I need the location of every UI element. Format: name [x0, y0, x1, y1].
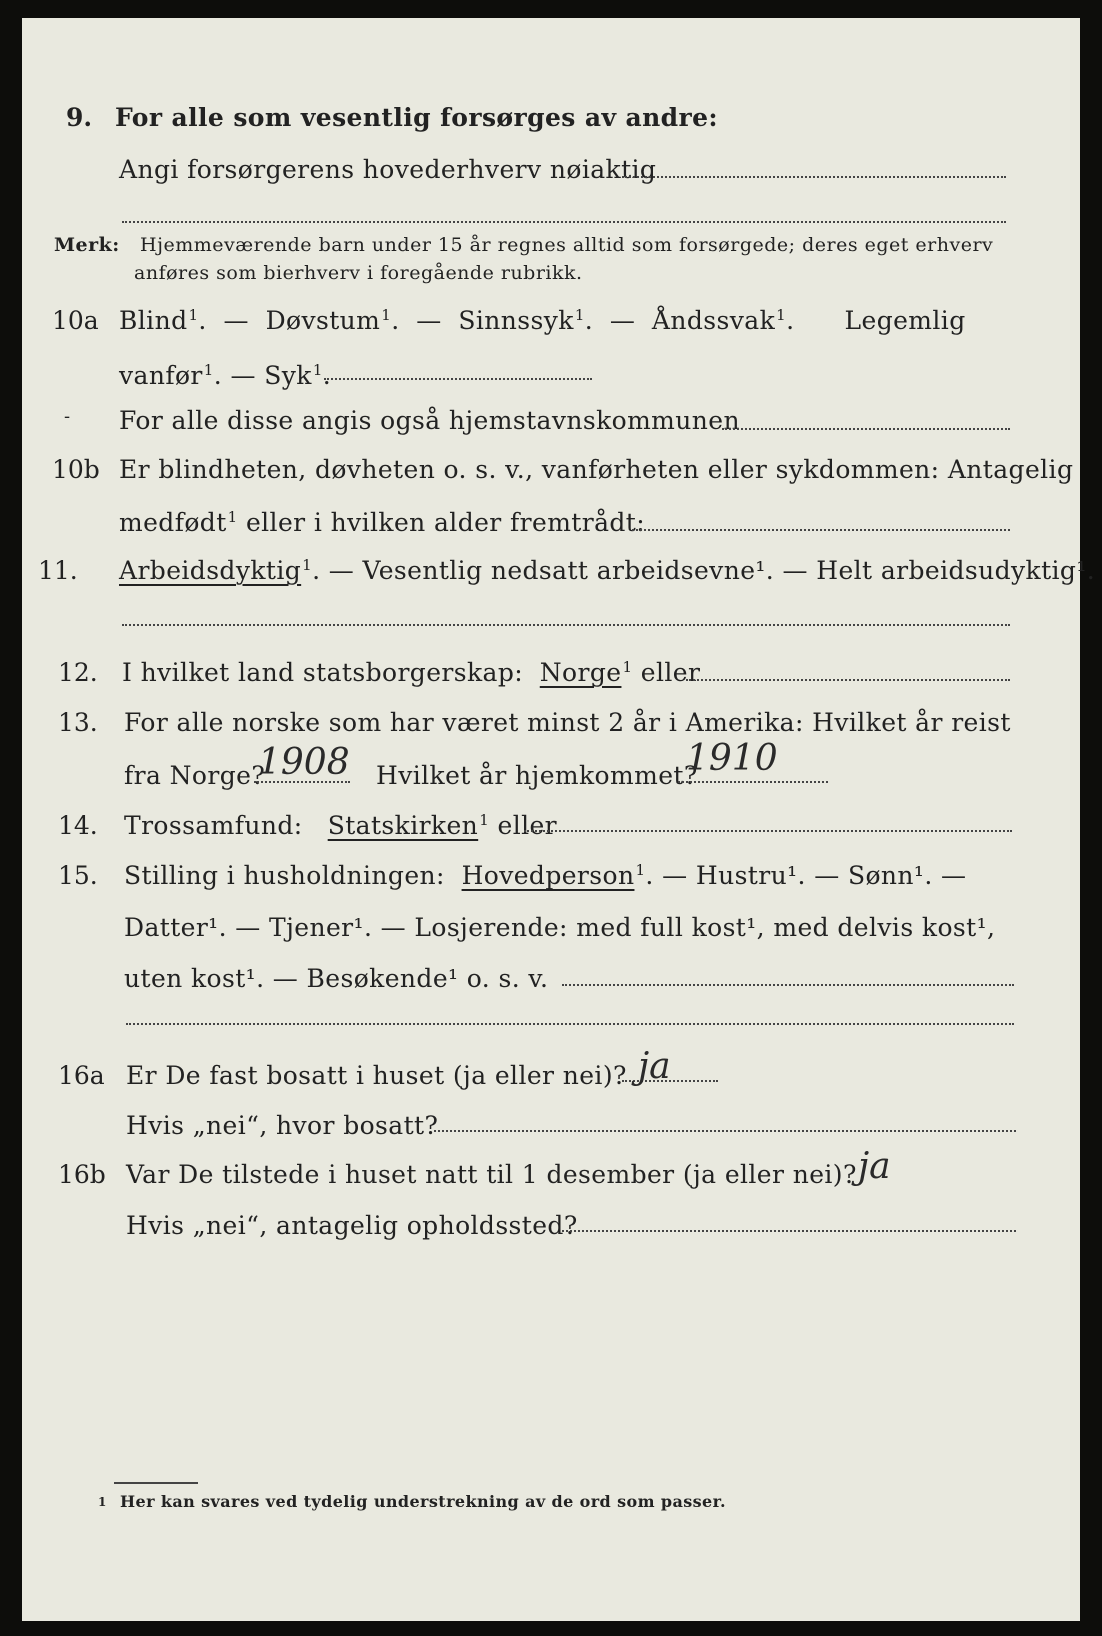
- q10a-number: 10a: [52, 306, 99, 335]
- q13-number: 13.: [58, 708, 98, 737]
- q10a-line3: For alle disse angis også hjemstavnskommunen: [119, 406, 740, 435]
- q12-text: I hvilket land statsborgerskap:: [122, 658, 524, 687]
- option-arbeidsdyktig: Arbeidsdyktig: [119, 556, 302, 585]
- q13-year-back-line: [678, 781, 828, 783]
- option-norge: Norge: [539, 658, 622, 687]
- merk-label: Merk:: [54, 234, 120, 256]
- merk-line1: Hjemmeværende barn under 15 år regnes alltid som forsørgede; deres eget erhverv: [140, 234, 994, 256]
- q11-answer-line: [122, 624, 1010, 626]
- q13-line1: For alle norske som har været minst 2 år i Amerika: Hvilket år reist: [124, 708, 1011, 737]
- q16a-bosatt-line: [434, 1130, 1016, 1132]
- q13-hjem: Hvilket år hjemkommet?: [376, 761, 698, 790]
- handwritten-answer-16b: ja: [858, 1146, 891, 1187]
- q15-line2: Datter¹. — Tjener¹. — Losjerende: med full kost¹, med delvis kost¹,: [124, 913, 996, 942]
- q14-line: Trossamfund: Statskirken$^1$ eller: [124, 811, 558, 840]
- q15-lead: Stilling i husholdningen:: [124, 861, 445, 890]
- handwritten-year-back: 1910: [686, 738, 778, 779]
- q9-line1: For alle som vesentlig forsørges av andre:: [115, 103, 719, 132]
- q16a-line2: Hvis „nei“, hvor bosatt?: [126, 1111, 439, 1140]
- q16a-line1: Er De fast bosatt i huset (ja eller nei)?: [126, 1061, 627, 1090]
- option-syk: Syk: [264, 361, 312, 390]
- q11-line: Arbeidsdyktig$^1$. — Vesentlig nedsatt arbeidsevne¹. — Helt arbeidsudyktig¹.: [119, 556, 1096, 585]
- handwritten-answer-16a: ja: [638, 1046, 671, 1087]
- q16b-line1: Var De tilstede i huset natt til 1 desember (ja eller nei)?: [126, 1160, 857, 1189]
- option-dovstum: Døvstum: [265, 306, 381, 335]
- q10a-answer-line: [324, 378, 592, 380]
- q15-line1: Stilling i husholdningen: Hovedperson$^1$. — Hustru¹. — Sønn¹. —: [124, 861, 967, 890]
- q9-line2: Angi forsørgerens hovederhverv nøiaktig: [119, 155, 657, 184]
- option-sinnssyk: Sinnssyk: [458, 306, 574, 335]
- q16b-number: 16b: [58, 1160, 106, 1189]
- q10a-line1: Blind$^1$. — Døvstum$^1$. — Sinnssyk$^1$. — Åndssvak$^1$. Legemlig: [119, 306, 966, 335]
- q10b-line2: medfødt$^1$ eller i hvilken alder fremtrådt:: [119, 508, 646, 537]
- footnote-text: Her kan svares ved tydelig understrekning av de ord som passer.: [120, 1492, 726, 1511]
- option-blind: Blind: [119, 306, 188, 335]
- q15-rest1: . — Hustru¹. — Sønn¹. —: [645, 861, 967, 890]
- q10a-line2: vanfør$^1$. — Syk$^1$.: [119, 361, 332, 390]
- q9-answer-line-2: [122, 221, 1006, 223]
- census-form-page: [22, 18, 1096, 1621]
- q10a-bullet: -: [64, 406, 71, 427]
- q14-number: 14.: [58, 811, 98, 840]
- option-hovedperson: Hovedperson: [461, 861, 635, 890]
- q11-number: 11.: [38, 556, 78, 585]
- q14-text: Trossamfund:: [124, 811, 303, 840]
- q16b-line2: Hvis „nei“, antagelig opholdssted?: [126, 1211, 578, 1240]
- q9-answer-line: [622, 176, 1006, 178]
- footnote-rule: [114, 1482, 198, 1484]
- option-statskirken: Statskirken: [327, 811, 479, 840]
- option-legemlig: Legemlig: [844, 306, 966, 335]
- q15-line3: uten kost¹. — Besøkende¹ o. s. v.: [124, 964, 549, 993]
- footnote-mark: 1: [98, 1495, 107, 1509]
- merk-line2: anføres som bierhverv i foregående rubrikk.: [134, 262, 583, 284]
- q14-eller: eller: [497, 811, 558, 840]
- q14-answer-line: [524, 830, 1012, 832]
- q10b-line1: Er blindheten, døvheten o. s. v., vanførheten eller sykdommen: Antagelig: [119, 455, 1074, 484]
- q12-answer-line: [686, 679, 1010, 681]
- q10b-answer-line: [632, 529, 1010, 531]
- q15-number: 15.: [58, 861, 98, 890]
- q15-answer-line: [562, 984, 1014, 986]
- q12-eller: eller: [640, 658, 701, 687]
- q15-answer-line-2: [126, 1023, 1014, 1025]
- option-vanfor: vanfør: [119, 361, 203, 390]
- q9-number: 9.: [66, 103, 93, 132]
- q16a-number: 16a: [58, 1061, 105, 1090]
- q12-line: I hvilket land statsborgerskap: Norge$^1$ eller: [122, 658, 701, 687]
- q11-rest: . — Vesentlig nedsatt arbeidsevne¹. — Helt arbeidsudyktig¹.: [312, 556, 1096, 585]
- q13-fra: fra Norge?: [124, 761, 266, 790]
- q12-number: 12.: [58, 658, 98, 687]
- q10b-number: 10b: [52, 455, 100, 484]
- handwritten-year-left: 1908: [258, 742, 350, 783]
- q16b-opholdssted-line: [562, 1230, 1016, 1232]
- q10a-hjemstavn-line: [722, 428, 1010, 430]
- option-andssvak: Åndssvak: [651, 306, 776, 335]
